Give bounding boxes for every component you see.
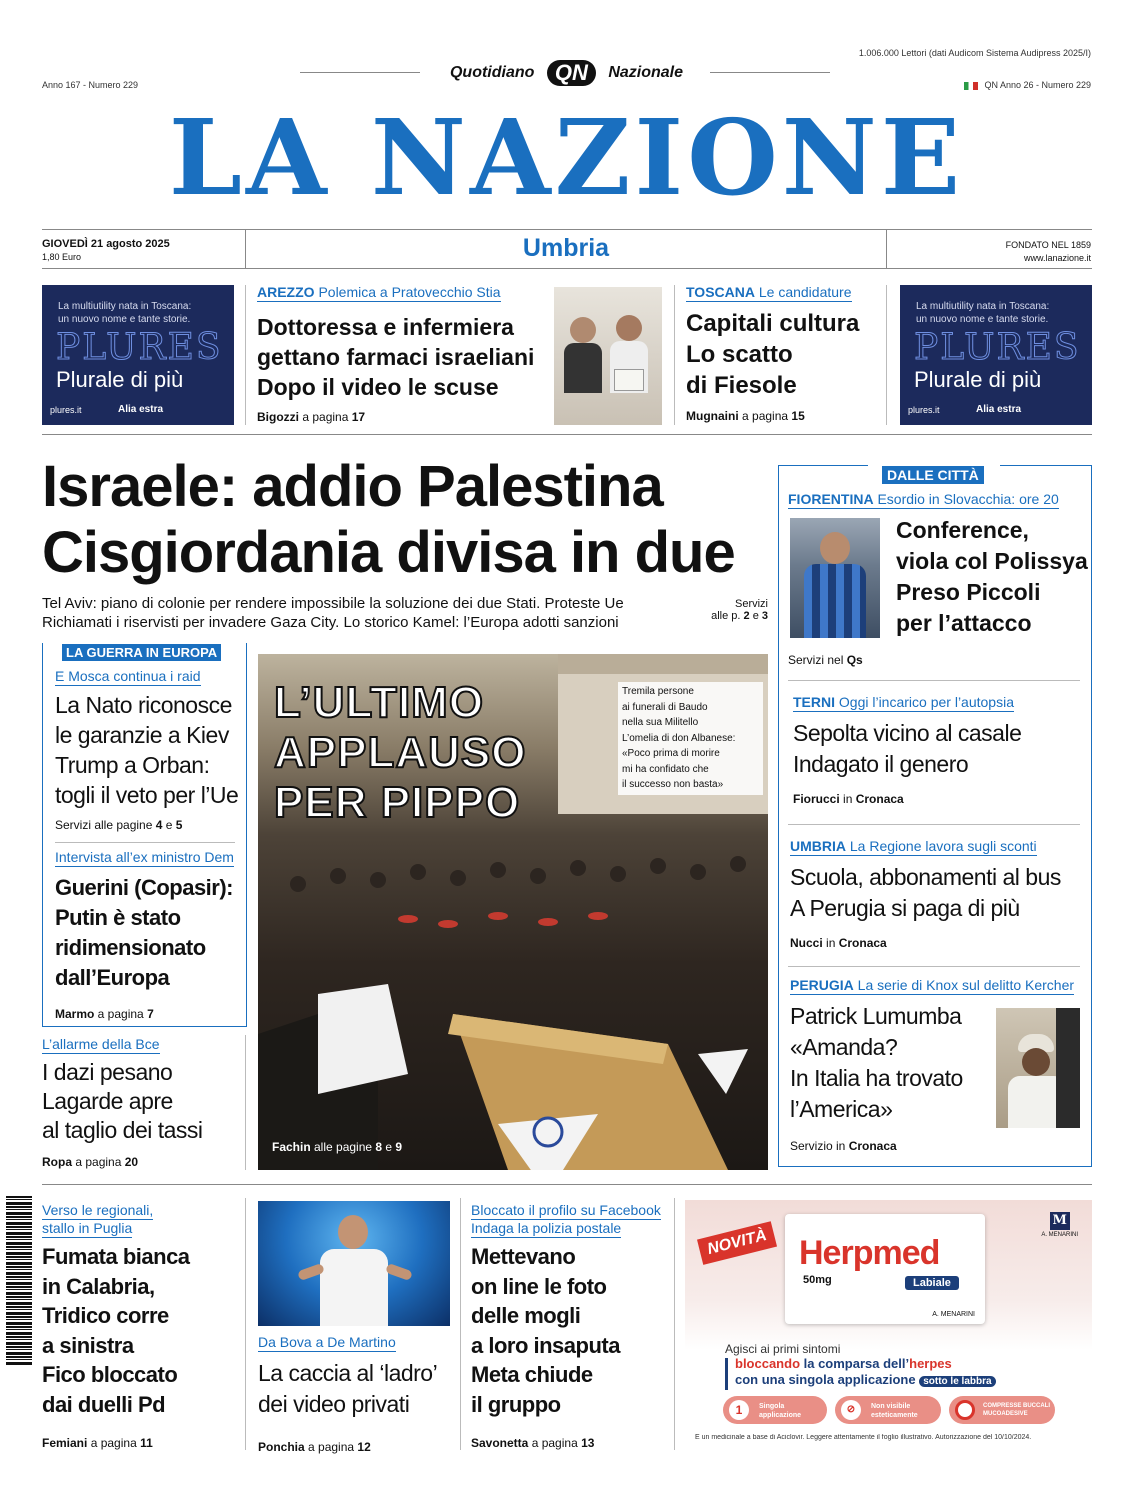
perugia-photo [996,1008,1080,1128]
fiorentina-story[interactable] [788,491,1088,509]
bce-story[interactable] [42,1036,242,1169]
plures-ad-slogan: Plurale di più [56,367,184,392]
plures-ad-line2: un nuovo nome e tante storie. [916,314,1049,325]
plures-ad-brand: PLURES [914,327,1081,368]
plures-ad-line1: La multiutility nata in Toscana: [916,301,1050,312]
story-credit: Bigozzi a pagina 17 [257,410,366,424]
plures-ad-partners: Alia estra [976,404,1022,415]
plures-ad-line1: La multiutility nata in Toscana: [58,301,192,312]
bova-kicker: Da Bova a De Martino [258,1334,396,1350]
terni-kicker: TERNI Oggi l’incarico per l’autopsia [793,694,1014,710]
guerini-story[interactable] [55,849,240,1021]
war-headline: La Nato riconosce le garanzie a Kiev Trump a Orban: togli il veto per l’Ue [55,692,239,808]
war-label: LA GUERRA IN EUROPA [62,644,221,661]
perugia-kicker: PERUGIA La serie di Knox sul delitto Kercher [790,977,1075,993]
bce-kicker: L’allarme della Bce [42,1036,160,1052]
issue-left: Anno 167 - Numero 229 [42,80,139,90]
herpmed-tagline-2: bloccando la comparsa dell’herpes [735,1356,952,1371]
plures-ad-brand: PLURES [56,327,223,368]
arezzo-photo [554,287,662,425]
bova-headline: La caccia al ‘ladro’ dei video privati [258,1360,438,1417]
qn-logo: QN [547,60,596,86]
war-services: Servizi alle pagine 4 e 5 [55,818,183,832]
fiorentina-headline: Conference, viola col Polissya Preso Piccoli per l’attacco [896,517,1088,636]
plures-ad-slogan: Plurale di più [914,367,1042,392]
herpmed-ad[interactable] [685,1200,1092,1450]
story-toscana[interactable] [686,284,881,423]
herpmed-accent-bar [725,1358,728,1390]
qn-right-text: Nazionale [608,64,684,81]
meta-headline: Mettevano on line le foto delle mogli a loro insaputa Meta chiude il gruppo [471,1244,620,1417]
fiorentina-kicker: FIORENTINA Esordio in Slovacchia: ore 20 [788,491,1059,507]
herpmed-box-maker: A. MENARINI [932,1311,975,1318]
terni-credit: Fiorucci in Cronaca [793,792,904,806]
umbria-story[interactable] [790,838,1085,950]
umbria-headline: Scuola, abbonamenti al bus A Perugia si paga di più [790,864,1061,921]
umbria-kicker: UMBRIA La Regione lavora sugli sconti [790,838,1037,854]
one-icon: 1 [729,1400,749,1420]
photo-credit: Fachin alle pagine 8 e 9 [272,1140,403,1154]
fiorentina-photo [790,518,880,638]
guerini-credit: Marmo a pagina 7 [55,1007,154,1021]
herpmed-brand: Herpmed [799,1234,940,1272]
guerini-kicker: Intervista all’ex ministro Dem [55,849,234,865]
story-headline: Capitali cultura Lo scatto di Fiesole [686,310,860,399]
lead-summary-2: Richiamati i riservisti per invadere Gaza City. Lo storico Kamel: l’Europa adotti sanzioni [42,614,619,631]
regionali-story[interactable] [42,1202,242,1450]
terni-story[interactable] [793,694,1083,806]
guerini-headline: Guerini (Copasir): Putin è stato ridimensionato dall’Europa [55,875,234,990]
issue-price: 1,80 Euro [42,252,82,262]
herpmed-dose: 50mg [803,1274,832,1286]
tablet-icon [955,1400,975,1420]
plures-ad-partners: Alia estra [118,404,164,415]
fiorentina-services: Servizi nel Qs [788,653,863,667]
plures-ad-right[interactable] [900,285,1092,425]
plures-ad-left[interactable] [42,285,234,425]
photo-overlay-title: L’ULTIMO APPLAUSO PER PIPPO [274,678,527,827]
herpmed-feature-1: 1 Singola applicazione [723,1396,827,1424]
plures-ad-site: plures.it [50,405,82,415]
barcode [6,1196,32,1366]
herpmed-disclaimer: È un medicinale a base di Aciclovir. Leggere attentamente il foglio illustrativo. Autorizzazione del 10/10/2024. [695,1434,1032,1441]
herpmed-variant: Labiale [905,1276,959,1290]
umbria-credit: Nucci in Cronaca [790,936,887,950]
lead-summary-1: Tel Aviv: piano di colonie per rendere impossibile la soluzione dei due Stati. Proteste Ue [42,595,624,612]
herpmed-feature-3: COMPRESSE BUCCALI MUCOADESIVE [949,1396,1055,1424]
perugia-services: Servizio in Cronaca [790,1139,897,1153]
meta-story[interactable] [471,1202,671,1450]
qn-left-text: Quotidiano [449,64,535,81]
lead-story[interactable] [42,454,772,632]
story-arezzo[interactable] [257,284,547,424]
story-headline: Dottoressa e infermiera gettano farmaci israeliani Dopo il video le scuse [257,314,535,400]
eye-off-icon: ⊘ [841,1400,861,1420]
bova-photo [258,1201,450,1326]
perugia-headline: Patrick Lumumba «Amanda? In Italia ha trovato l’America» [790,1003,963,1122]
readers-note: 1.006.000 Lettori (dati Audicom Sistema Audipress 2025/I) [858,48,1091,58]
cities-label: DALLE CITTÀ [882,466,984,484]
qn-strip [0,60,1133,86]
issue-date: GIOVEDÌ 21 agosto 2025 [42,238,170,250]
plures-ad-line2: un nuovo nome e tante storie. [58,314,191,325]
lead-headline-2: Cisgiordania divisa in due [42,520,735,585]
story-kicker: TOSCANA Le candidature [686,284,852,300]
regionali-headline: Fumata bianca in Calabria, Tridico corre a sinistra Fico bloccato dai duelli Pd [42,1244,190,1417]
lead-headline-1: Israele: addio Palestina [42,454,663,519]
plures-ad-site: plures.it [908,405,940,415]
meta-kicker: Bloccato il profilo su Facebook Indaga la polizia postale [471,1202,661,1236]
herpmed-tagline-3: con una singola applicazione sotto le labbra [735,1372,996,1387]
regionali-kicker: Verso le regionali, stallo in Puglia [42,1202,154,1236]
lead-services: Servizi alle p. 2 e 3 [711,598,768,622]
bova-story[interactable] [258,1334,458,1454]
meta-credit: Savonetta a pagina 13 [471,1435,595,1450]
website-link[interactable]: www.lanazione.it [1023,253,1091,263]
war-kicker: E Mosca continua i raid [55,668,201,684]
story-kicker: AREZZO Polemica a Pratovecchio Stia [257,284,501,300]
bce-headline: I dazi pesano Lagarde apre al taglio dei tassi [42,1059,203,1143]
photo-caption: Tremila persone ai funerali di Baudo nella sua Militello L’omelia di don Albanese: «Poco prima di morire mi ha confidato che il successo non basta» [618,682,763,795]
herpmed-box [785,1214,985,1324]
bce-credit: Ropa a pagina 20 [42,1155,139,1169]
war-story[interactable] [55,668,240,832]
herpmed-tagline-1: Agisci ai primi sintomi [725,1342,841,1356]
founded-note: FONDATO NEL 1859 [1005,240,1091,250]
herpmed-feature-2: ⊘ Non visibile esteticamente [835,1396,941,1424]
menarini-text: A. MENARINI [1041,1232,1078,1238]
newspaper-title[interactable]: LA NAZIONE [168,96,965,219]
menarini-logo: M A. MENARINI [1041,1213,1078,1238]
regionali-credit: Femiani a pagina 11 [42,1435,153,1450]
story-credit: Mugnaini a pagina 15 [686,409,805,423]
herpmed-badge: NOVITÀ [697,1221,777,1265]
edition-name: Umbria [522,234,610,262]
terni-headline: Sepolta vicino al casale Indagato il genero [793,720,1022,777]
bova-credit: Ponchia a pagina 12 [258,1440,371,1454]
issue-right-text: QN Anno 26 - Numero 229 [984,80,1091,90]
funeral-photo[interactable] [258,654,768,1170]
